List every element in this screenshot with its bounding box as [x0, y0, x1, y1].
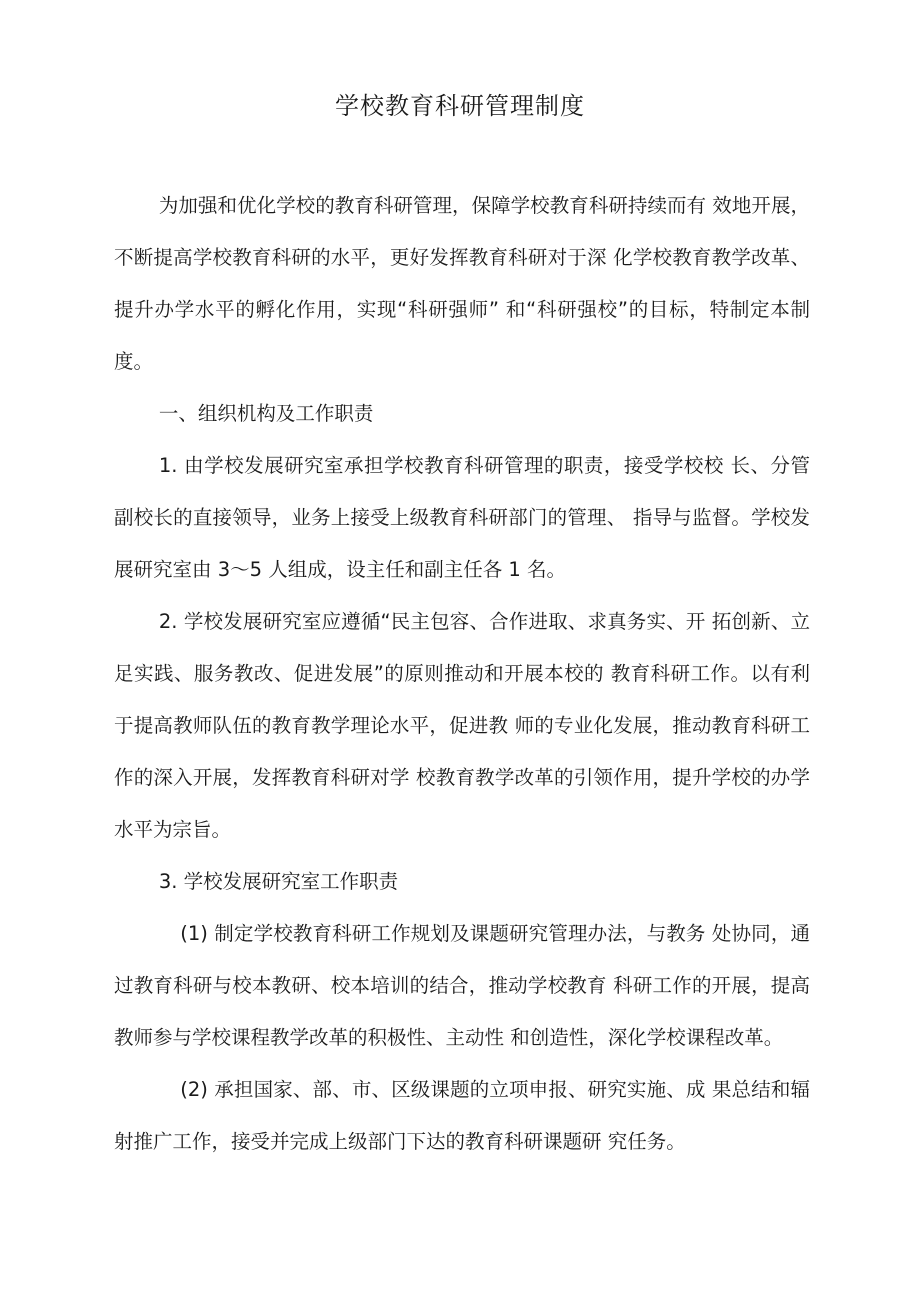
intro-paragraph: 为加强和优化学校的教育科研管理，保障学校教育科研持续而有 效地开展，不断提高学校教育科研的水平，更好发挥教育科研对于深 化学校教育教学改革、提升办学水平的孵化作用，实现“科研强师” 和“科研强校”的目标，特制定本制度。	[114, 194, 810, 373]
document-body	[114, 180, 810, 1168]
clause-3-heading: 3. 学校发展研究室工作职责	[158, 870, 399, 893]
clause-2-paragraph: 2. 学校发展研究室应遵循“民主包容、合作进取、求真务实、开 拓创新、立足实践、服务教改、促进发展”的原则推动和开展本校的 教育科研工作。以有利于提高教师队伍的教育教学理论水平，促进教 师的专业化发展，推动教育科研工作的深入开展，发挥教育科研对学 校教育教学改革的引领作用，提升学校的办学水平为宗旨。	[114, 610, 810, 841]
section-heading-organization: 一、组织机构及工作职责	[158, 402, 374, 425]
document-title: 学校教育科研管理制度	[335, 92, 585, 120]
subclause-1-paragraph: (1) 制定学校教育科研工作规划及课题研究管理办法，与教务 处协同，通过教育科研与校本教研、校本培训的结合，推动学校教育 科研工作的开展，提高教师参与学校课程教学改革的积极性、主动性 和创造性，深化学校课程改革。	[114, 922, 810, 1049]
clause-1-paragraph: 1. 由学校发展研究室承担学校教育科研管理的职责，接受学校校 长、分管副校长的直接领导，业务上接受上级教育科研部门的管理、 指导与监督。学校发展研究室由 3～5 人组成，设主任和副主任各 1 名。	[114, 454, 810, 581]
subclause-2-paragraph: (2) 承担国家、部、市、区级课题的立项申报、研究实施、成 果总结和辐射推广工作，接受并完成上级部门下达的教育科研课题研 究任务。	[114, 1078, 810, 1153]
